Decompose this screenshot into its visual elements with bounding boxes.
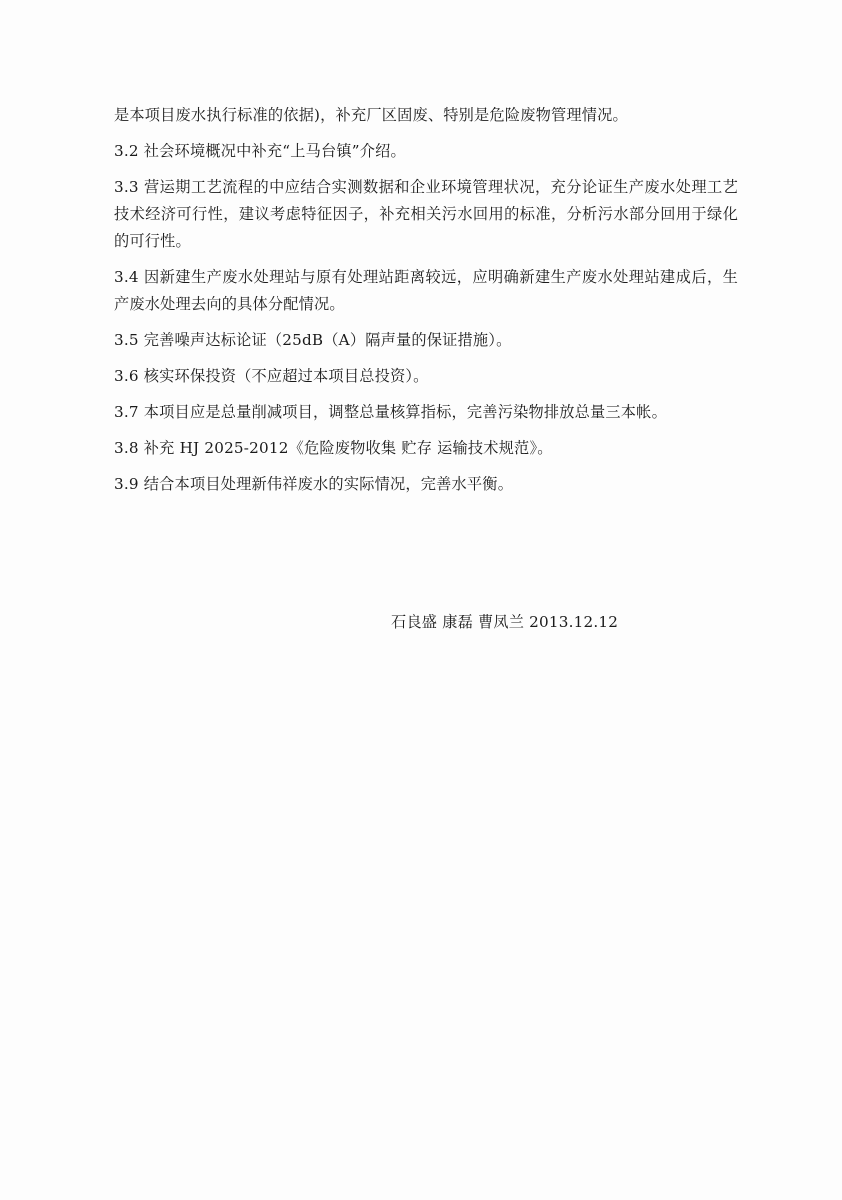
paragraph-3-2: 3.2 社会环境概况中补充“上马台镇”介绍。 — [114, 142, 406, 160]
signature-line: 石良盛 康磊 曹凤兰 2013.12.12 — [391, 613, 619, 631]
paragraph-3-7: 3.7 本项目应是总量削减项目，调整总量核算指标，完善污染物排放总量三本帐。 — [114, 403, 667, 421]
paragraph-3-3: 3.3 营运期工艺流程的中应结合实测数据和企业环境管理状况，充分论证生产废水处理工艺技术经济可行性，建议考虑特征因子，补充相关污水回用的标准，分析污水部分回用于绿化的可行性。 — [114, 178, 738, 250]
paragraph-3-4: 3.4 因新建生产废水处理站与原有处理站距离较远，应明确新建生产废水处理站建成后，生产废水处理去向的具体分配情况。 — [114, 268, 738, 313]
document-body — [114, 102, 738, 507]
paragraph-3-8: 3.8 补充 HJ 2025-2012《危险废物收集 贮存 运输技术规范》。 — [114, 439, 553, 457]
paragraph-continuation: 是本项目废水执行标准的依据)，补充厂区固废、特别是危险废物管理情况。 — [114, 106, 628, 124]
paragraph-3-9: 3.9 结合本项目处理新伟祥废水的实际情况，完善水平衡。 — [114, 475, 514, 493]
paragraph-3-6: 3.6 核实环保投资（不应超过本项目总投资）。 — [114, 367, 429, 385]
paragraph-3-5: 3.5 完善噪声达标论证（25dB（A）隔声量的保证措施）。 — [114, 331, 512, 349]
